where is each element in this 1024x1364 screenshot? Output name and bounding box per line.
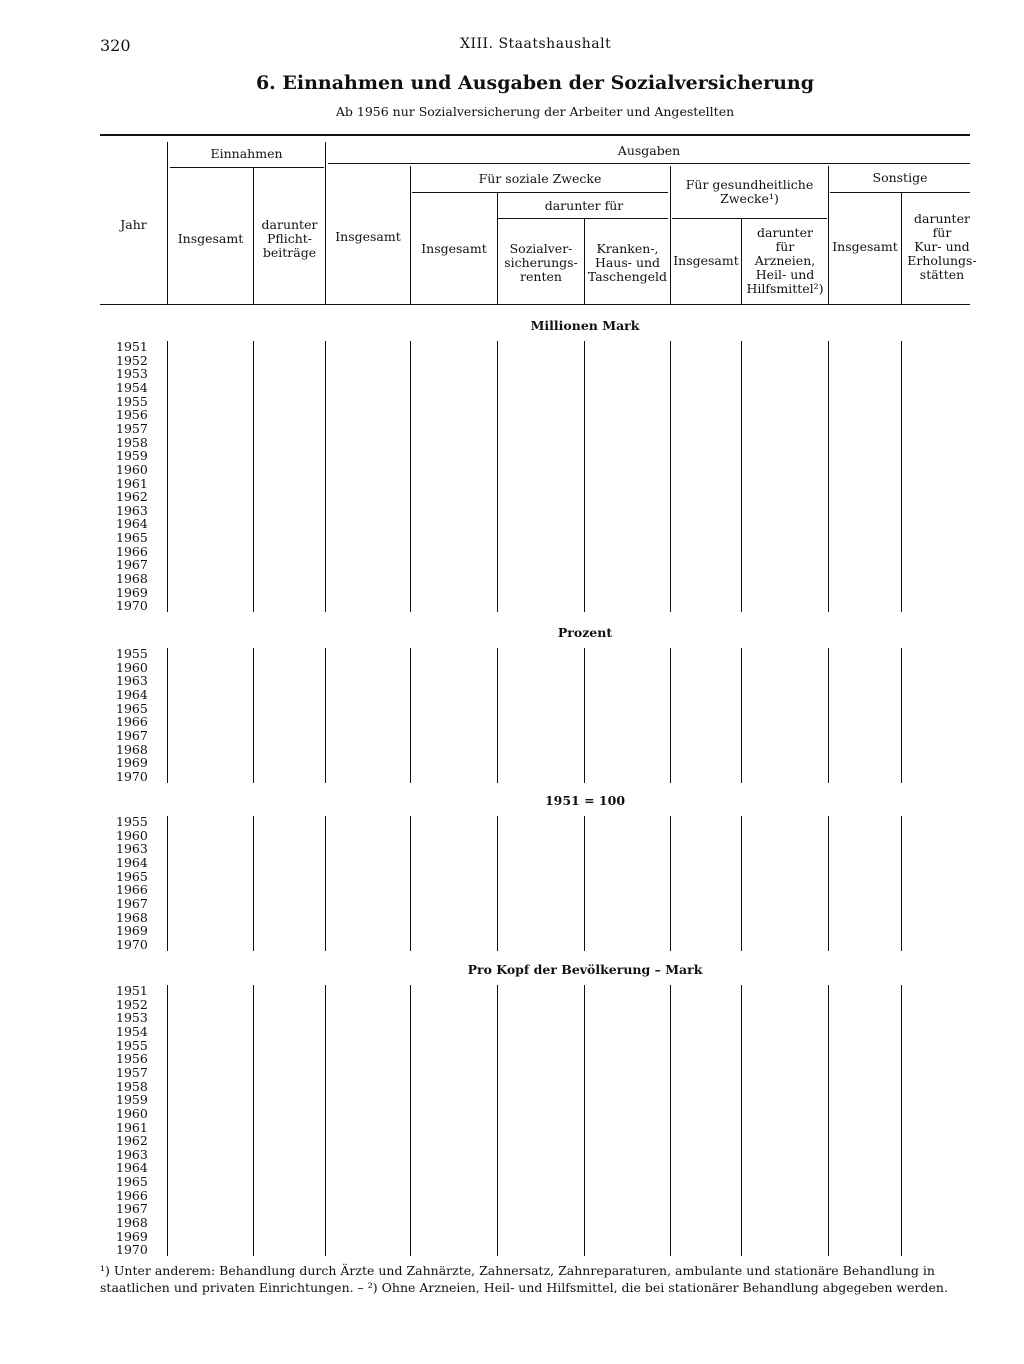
column-rule — [325, 985, 326, 1256]
year-cell: 1963 — [116, 673, 148, 689]
rule-sonstige — [830, 192, 970, 193]
year-cell: 1961 — [116, 1119, 148, 1135]
column-rule — [410, 341, 411, 612]
year-cell: 1970 — [116, 1242, 148, 1258]
col-soziale-zwecke: Für soziale Zwecke — [478, 171, 602, 186]
year-cell: 1952 — [116, 352, 148, 368]
column-rule — [828, 985, 829, 1256]
year-cell: 1954 — [116, 1023, 148, 1039]
year-cell: 1957 — [116, 420, 148, 436]
rule-gesundheit — [672, 218, 827, 219]
year-cell: 1969 — [116, 755, 148, 771]
year-cell: 1970 — [116, 936, 148, 952]
column-rule — [584, 816, 585, 951]
year-cell: 1967 — [116, 557, 148, 573]
column-rule — [901, 816, 902, 951]
column-rule — [584, 648, 585, 783]
year-cell: 1968 — [116, 909, 148, 925]
year-cell: 1963 — [116, 502, 148, 518]
year-cell: 1970 — [116, 768, 148, 784]
section-label: 1951 = 100 — [544, 793, 626, 808]
section-label: Millionen Mark — [530, 318, 640, 333]
year-cell: 1952 — [116, 996, 148, 1012]
col-ausgaben: Ausgaben — [617, 143, 681, 158]
col-sonstige: Sonstige — [872, 170, 928, 185]
col-einn-insgesamt: Insgesamt — [177, 231, 244, 246]
col-soz-darunter: darunter für — [544, 198, 624, 213]
year-cell: 1958 — [116, 1078, 148, 1094]
column-rule — [167, 985, 168, 1256]
year-cell: 1963 — [116, 841, 148, 857]
year-cell: 1962 — [116, 1133, 148, 1149]
rule-soz-darunter — [498, 218, 668, 219]
year-cell: 1965 — [116, 700, 148, 716]
year-cell: 1966 — [116, 543, 148, 559]
year-cell: 1963 — [116, 1146, 148, 1162]
column-rule — [741, 816, 742, 951]
col-ges-insgesamt: Insgesamt — [673, 253, 739, 268]
year-cell: 1959 — [116, 1092, 148, 1108]
column-rule — [410, 648, 411, 783]
year-cell: 1967 — [116, 727, 148, 743]
header-top-rule — [100, 134, 970, 136]
column-rule — [828, 341, 829, 612]
section-label: Prozent — [557, 625, 613, 640]
year-cell: 1966 — [116, 1187, 148, 1203]
year-cell: 1968 — [116, 571, 148, 587]
col-ausg-insgesamt: Insgesamt — [335, 229, 401, 244]
col-soz-kranken: Kranken-, Haus- und Taschengeld — [587, 241, 668, 284]
column-rule — [584, 341, 585, 612]
column-rule — [410, 816, 411, 951]
year-cell: 1958 — [116, 434, 148, 450]
year-cell: 1960 — [116, 659, 148, 675]
column-rule — [828, 648, 829, 783]
column-rule — [325, 648, 326, 783]
year-cell: 1968 — [116, 741, 148, 757]
column-rule — [410, 985, 411, 1256]
chapter-title: XIII. Staatshaushalt — [460, 36, 612, 52]
year-cell: 1968 — [116, 1215, 148, 1231]
year-cell: 1969 — [116, 584, 148, 600]
column-rule — [253, 816, 254, 951]
year-cell: 1964 — [116, 686, 148, 702]
year-cell: 1967 — [116, 895, 148, 911]
column-rule — [325, 816, 326, 951]
year-cell: 1953 — [116, 366, 148, 382]
footnotes: ¹) Unter anderem: Behandlung durch Ärzte und Zahnärzte, Zahnersatz, Zahnreparaturen, ambulante und stationäre Behandlung in staatlichen und privaten Einrichtungen. – ²) Ohne Arzneien, Heil- und Hilfsmittel, die bei stationärer Behandlung abgegeben werden. — [100, 1263, 948, 1295]
column-rule — [670, 816, 671, 951]
year-cell: 1951 — [116, 339, 148, 354]
column-rule — [741, 985, 742, 1256]
column-rule — [497, 985, 498, 1256]
column-rule — [325, 341, 326, 612]
year-cell: 1955 — [116, 393, 148, 409]
year-cell: 1964 — [116, 854, 148, 870]
column-rule — [497, 816, 498, 951]
year-cell: 1965 — [116, 868, 148, 884]
column-rule — [584, 985, 585, 1256]
rule-soziale — [412, 192, 668, 193]
column-rule — [901, 648, 902, 783]
year-cell: 1966 — [116, 714, 148, 730]
column-rule — [167, 341, 168, 612]
year-cell: 1964 — [116, 1160, 148, 1176]
column-rule — [497, 648, 498, 783]
col-gesundheit: Für gesundheitliche Zwecke¹) — [685, 177, 814, 206]
col-einn-pflicht: darunter Pflicht- beiträge — [261, 217, 318, 260]
column-rule — [670, 648, 671, 783]
column-rule — [167, 648, 168, 783]
year-cell: 1955 — [116, 1037, 148, 1053]
column-rule — [828, 816, 829, 951]
year-cell: 1967 — [116, 1201, 148, 1217]
col-ges-darunter: darunter für Arzneien, Heil- und Hilfsmittel²) — [746, 225, 824, 296]
column-rule — [741, 341, 742, 612]
col-son-insgesamt: Insgesamt — [832, 239, 898, 254]
vrule-7 — [670, 166, 671, 304]
col-einnahmen: Einnahmen — [210, 146, 283, 161]
year-cell: 1964 — [116, 516, 148, 532]
column-rule — [253, 985, 254, 1256]
table-title: 6. Einnahmen und Ausgaben der Sozialversicherung — [255, 72, 815, 94]
column-rule — [741, 648, 742, 783]
col-jahr: Jahr — [120, 217, 147, 232]
year-cell: 1960 — [116, 461, 148, 477]
table-subtitle: Ab 1956 nur Sozialversicherung der Arbeiter und Angestellten — [335, 104, 735, 119]
vrule-9 — [828, 166, 829, 304]
col-soz-renten: Sozialver- sicherungs- renten — [504, 241, 578, 284]
year-cell: 1957 — [116, 1064, 148, 1080]
year-cell: 1960 — [116, 827, 148, 843]
column-rule — [253, 648, 254, 783]
year-cell: 1951 — [116, 983, 148, 998]
column-rule — [901, 341, 902, 612]
year-cell: 1955 — [116, 646, 148, 661]
column-rule — [901, 985, 902, 1256]
year-cell: 1969 — [116, 1228, 148, 1244]
year-cell: 1954 — [116, 379, 148, 395]
year-cell: 1966 — [116, 882, 148, 898]
col-soz-insgesamt: Insgesamt — [421, 241, 487, 256]
year-cell: 1970 — [116, 598, 148, 614]
page-number: 320 — [100, 36, 131, 55]
year-cell: 1955 — [116, 814, 148, 829]
year-cell: 1962 — [116, 489, 148, 505]
vrule-3 — [325, 142, 326, 304]
column-rule — [670, 985, 671, 1256]
year-cell: 1961 — [116, 475, 148, 491]
column-rule — [497, 341, 498, 612]
year-cell: 1969 — [116, 923, 148, 939]
rule-einnahmen — [170, 167, 324, 168]
year-cell: 1965 — [116, 1174, 148, 1190]
year-cell: 1953 — [116, 1010, 148, 1026]
year-cell: 1960 — [116, 1105, 148, 1121]
year-cell: 1956 — [116, 1051, 148, 1067]
rule-ausgaben — [328, 163, 970, 164]
header-bottom-rule — [100, 304, 970, 305]
year-cell: 1959 — [116, 448, 148, 464]
vrule-4 — [410, 166, 411, 304]
column-rule — [670, 341, 671, 612]
year-cell: 1965 — [116, 530, 148, 546]
col-son-darunter: darunter für Kur- und Erholungs- stätten — [907, 211, 977, 282]
vrule-1 — [167, 142, 168, 304]
year-cell: 1956 — [116, 407, 148, 423]
column-rule — [253, 341, 254, 612]
column-rule — [167, 816, 168, 951]
section-label: Pro Kopf der Bevölkerung – Mark — [467, 962, 703, 977]
